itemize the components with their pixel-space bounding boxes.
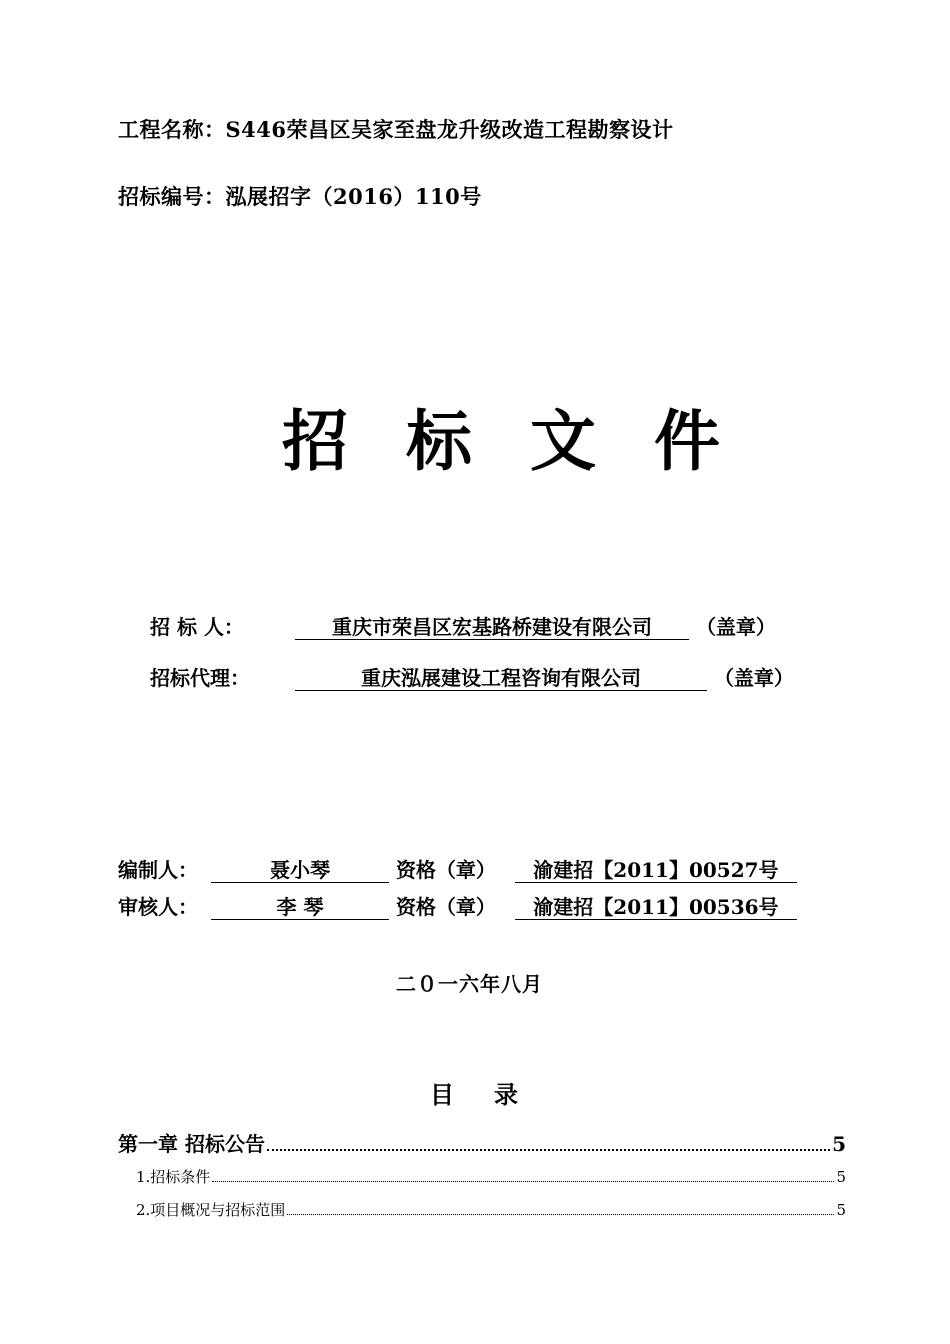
toc-title: 目录 [430,1080,558,1109]
document-title: 招标文件 [282,402,778,480]
compiler-qual-value: 渝建招【2011】00527号 [515,858,797,883]
reviewer-qual-value: 渝建招【2011】00536号 [515,895,797,920]
toc-leader [267,1149,830,1151]
tenderer-seal-note: （盖章） [695,615,776,639]
toc-entry[interactable] [136,1166,846,1187]
reviewer-name: 李 琴 [211,895,389,920]
compiler-row [118,854,797,883]
toc-entry-page: 5 [832,1132,846,1156]
toc-entry[interactable] [136,1199,846,1220]
compiler-name: 聂小琴 [211,858,389,883]
agent-name: 重庆泓展建设工程咨询有限公司 [295,666,707,691]
tenderer-label: 招 标 人： [150,615,244,639]
tenderer-row [150,611,776,640]
issue-date: 二０一六年八月 [396,972,543,996]
tenderer-name: 重庆市荣昌区宏基路桥建设有限公司 [295,615,689,640]
tender-number: 招标编号：泓展招字（2016）110号 [118,184,482,209]
toc-entry-text: 2.项目概况与招标范围 [136,1201,286,1219]
project-name: 工程名称：S446荣昌区吴家至盘龙升级改造工程勘察设计 [118,117,674,142]
agent-seal-note: （盖章） [713,666,794,690]
toc-entry[interactable] [118,1128,846,1157]
reviewer-label: 审核人： [118,895,198,919]
toc-entry-page: 5 [836,1168,846,1186]
toc-entry-page: 5 [836,1201,846,1219]
toc-leader [287,1214,834,1215]
compiler-qual-label: 资格（章） [395,858,496,882]
compiler-label: 编制人： [118,858,198,882]
agent-row [150,662,794,691]
toc-entry-text: 1.招标条件 [136,1168,211,1186]
toc-leader [212,1181,834,1182]
reviewer-qual-label: 资格（章） [395,895,496,919]
reviewer-row [118,891,797,920]
toc-entry-text: 第一章 招标公告 [118,1132,265,1156]
agent-label: 招标代理： [150,666,250,690]
